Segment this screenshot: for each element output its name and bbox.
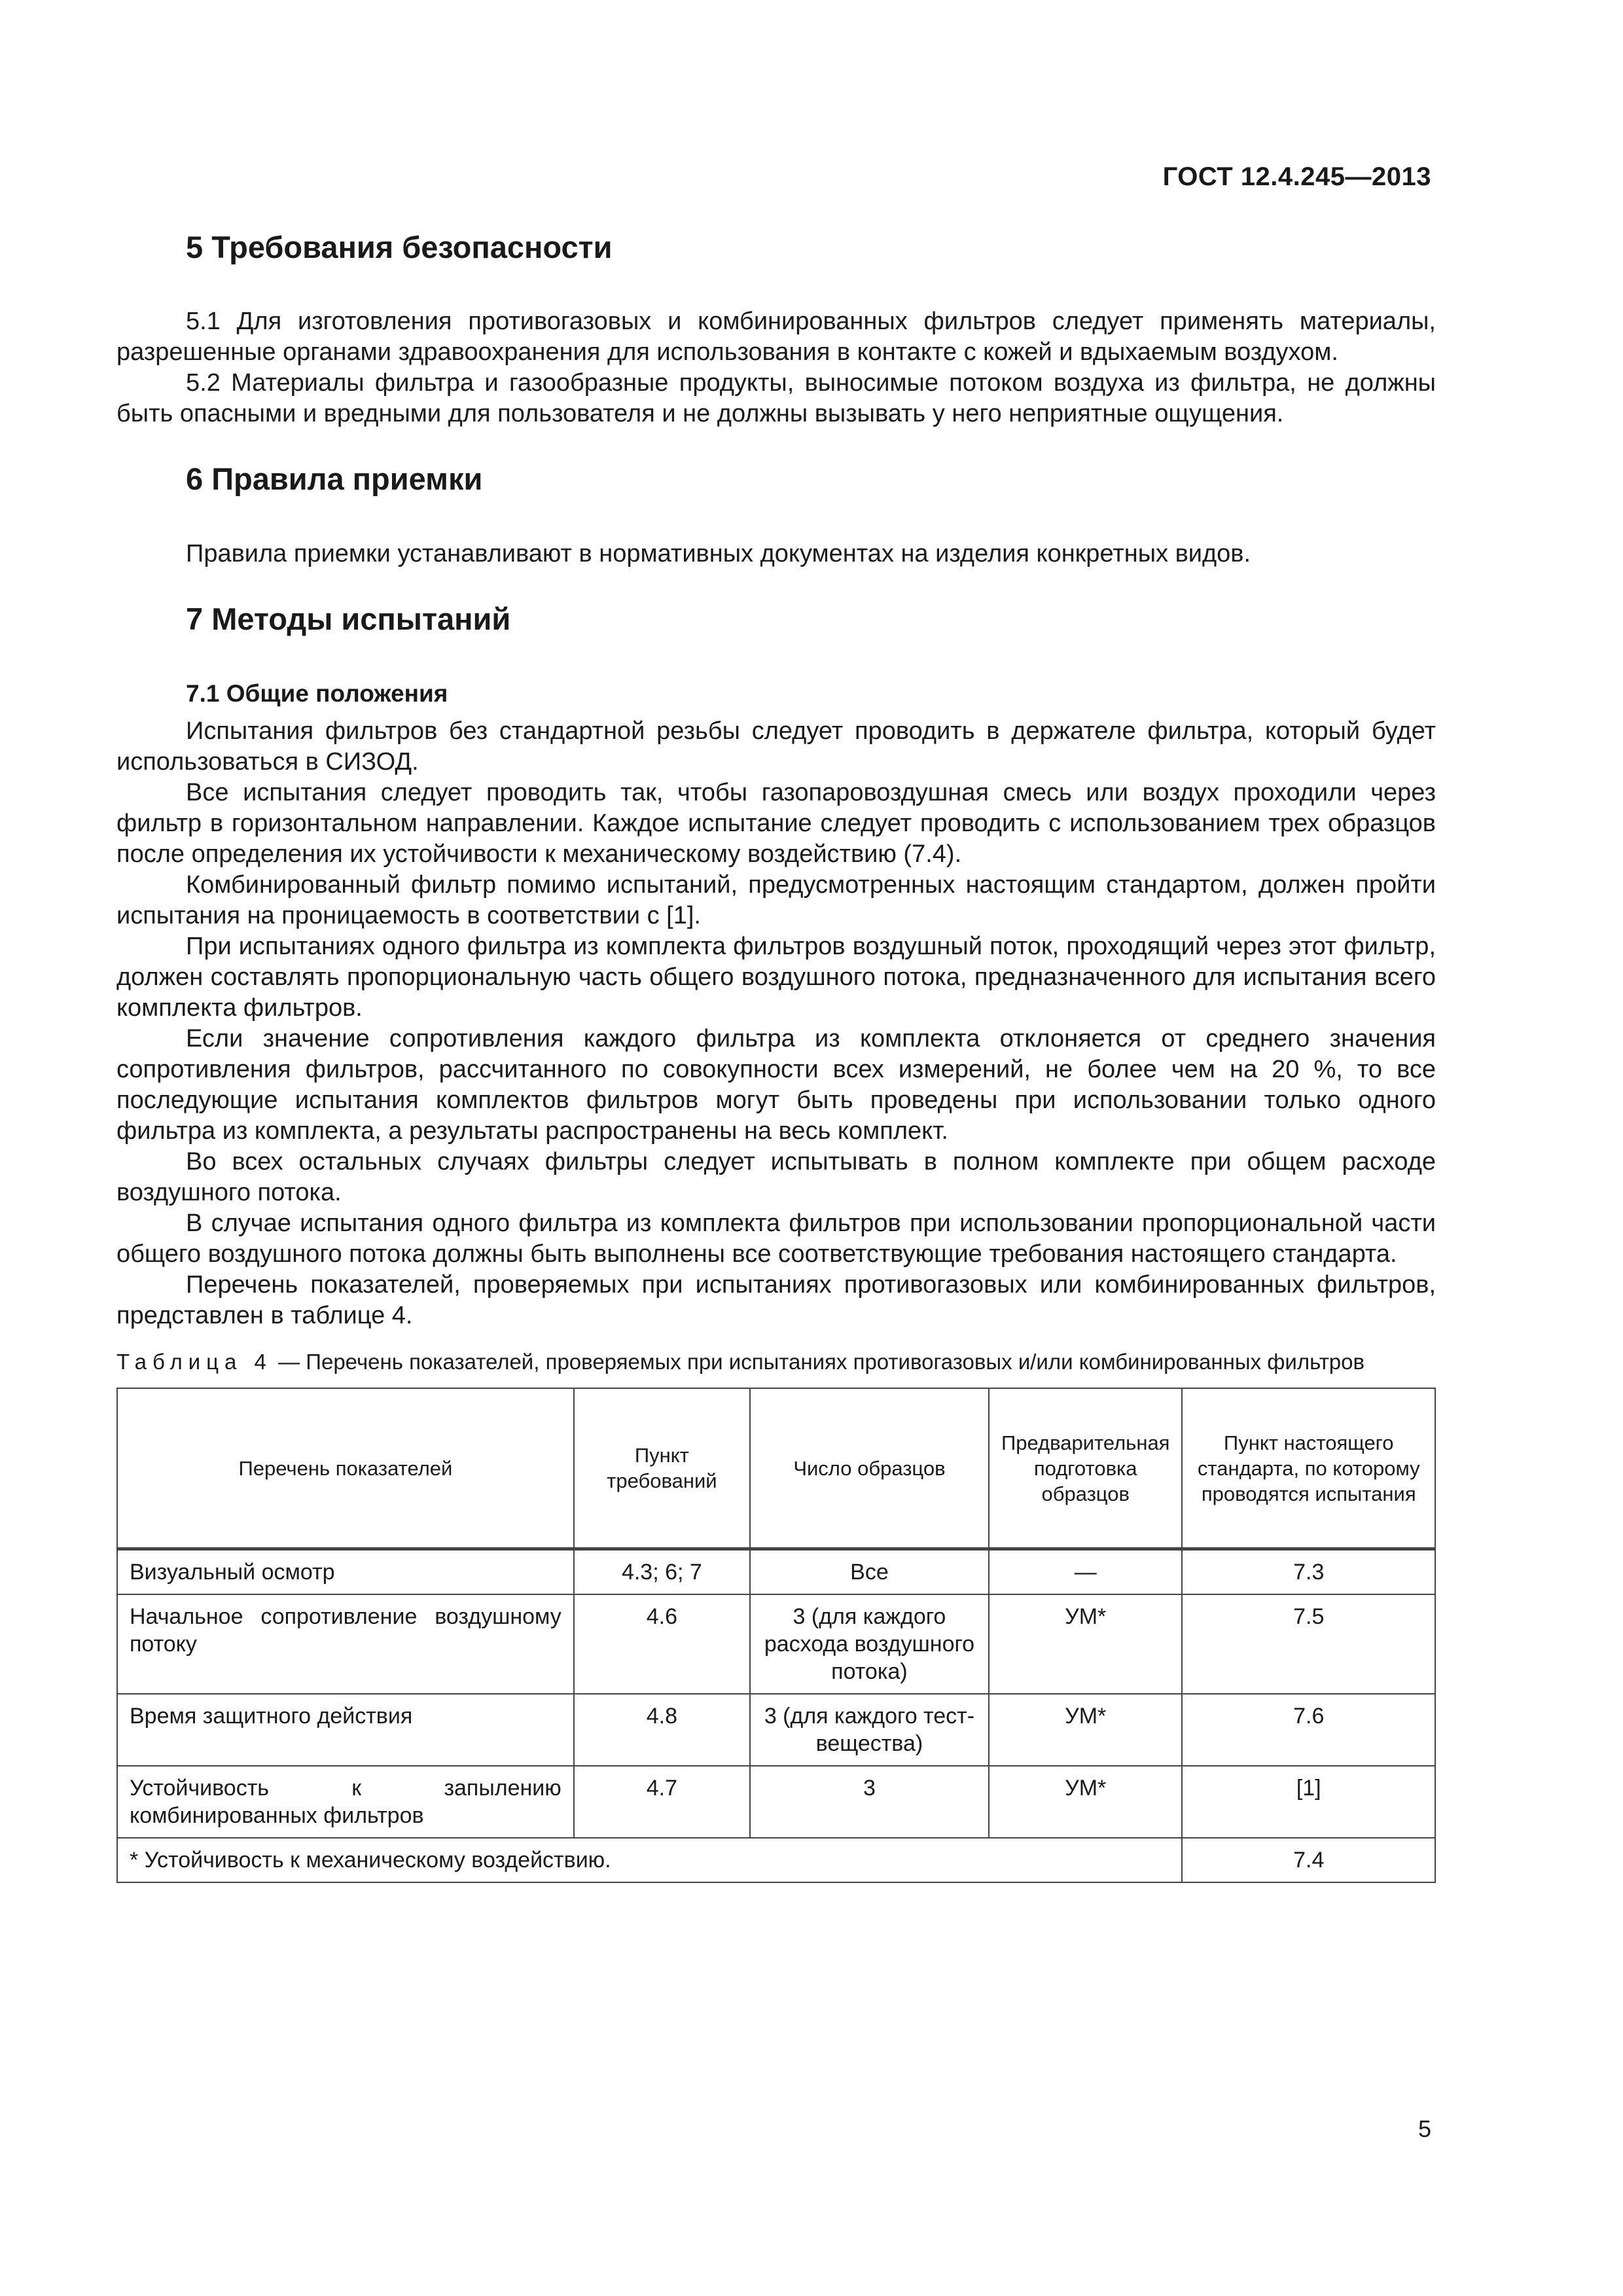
paragraph-7-1-b: Все испытания следует проводить так, чтобы газопаровоздушная смесь или воздух проходили через фильтр в горизонтальном направлении. Каждое испытание следует проводить с использованием трех образцов после определения их устойчивости к механическому воздействию (7.4). — [116, 779, 1436, 869]
cell-indicator: Начальное сопротивление воздушному потоку — [117, 1594, 574, 1694]
section-6 — [116, 461, 1436, 569]
section-7-title: 7 Методы испытаний — [186, 601, 511, 636]
cell-requirement: 4.7 — [574, 1766, 750, 1838]
cell-indicator: Время защитного действия — [117, 1694, 574, 1766]
table-row — [117, 1694, 1435, 1766]
cell-indicator: Визуальный осмотр — [117, 1549, 574, 1595]
paragraph-6-1: Правила приемки устанавливают в нормативных документах на изделия конкретных видов. — [186, 539, 1251, 567]
section-6-title: 6 Правила приемки — [186, 461, 483, 497]
cell-samples: 3 (для каждого тест-вещества) — [750, 1694, 989, 1766]
standard-code: ГОСТ 12.4.245—2013 — [1162, 162, 1431, 191]
cell-samples: 3 — [750, 1766, 989, 1838]
cell-samples: Все — [750, 1549, 989, 1595]
paragraph-7-1-e: Если значение сопротивления каждого фильтра из комплекта отклоняется от среднего значения сопротивления фильтров, рассчитанного по совокупности всех измерений, не более чем на 20 %, то все последующие испытания комплектов фильтров могут быть проведены при использовании только одного фильтра из комплекта, а результаты распространены на весь комплект. — [116, 1025, 1436, 1145]
table-footnote-clause: 7.4 — [1182, 1838, 1435, 1882]
paragraph-7-1-a: Испытания фильтров без стандартной резьбы следует проводить в держателе фильтра, который будет использоваться в СИЗОД. — [116, 717, 1436, 776]
section-7 — [116, 601, 1436, 1331]
cell-test-clause: 7.5 — [1182, 1594, 1435, 1694]
table-4-label: Таблица 4 — [116, 1350, 272, 1374]
paragraph-7-1-g: В случае испытания одного фильтра из комплекта фильтров при использовании пропорциональной части общего воздушного потока должны быть выполнены все соответствующие требования настоящего стандарта. — [116, 1210, 1436, 1268]
cell-requirement: 4.6 — [574, 1594, 750, 1694]
table-4-caption-text: — Перечень показателей, проверяемых при испытаниях противогазовых и/или комбинированных фильтров — [272, 1350, 1365, 1374]
table-row — [117, 1549, 1435, 1595]
subsection-7-1-title: 7.1 Общие положения — [186, 680, 448, 708]
table-footnote-row — [117, 1838, 1435, 1882]
paragraph-5-2: 5.2 Материалы фильтра и газообразные продукты, выносимые потоком воздуха из фильтра, не должны быть опасными и вредными для пользователя и не должны вызывать у него неприятные ощущения. — [116, 369, 1436, 428]
cell-preconditioning: УМ* — [989, 1694, 1183, 1766]
section-5 — [116, 229, 1436, 429]
paragraph-7-1-c: Комбинированный фильтр помимо испытаний, предусмотренных настоящим стандартом, должен пройти испытания на проницаемость в соответствии с [1]. — [116, 871, 1436, 930]
paragraph-7-1-h: Перечень показателей, проверяемых при испытаниях противогазовых или комбинированных фильтров, представлен в таблице 4. — [116, 1271, 1436, 1330]
table-header-row — [117, 1388, 1435, 1549]
cell-test-clause: [1] — [1182, 1766, 1435, 1838]
header-requirement-clause: Пункт требований — [574, 1388, 750, 1549]
cell-test-clause: 7.3 — [1182, 1549, 1435, 1595]
cell-requirement: 4.8 — [574, 1694, 750, 1766]
cell-samples: 3 (для каждого расхода воздушного потока) — [750, 1594, 989, 1694]
paragraph-7-1-d: При испытаниях одного фильтра из комплекта фильтров воздушный поток, проходящий через этот фильтр, должен составлять пропорциональную часть общего воздушного потока, предназначенного для испытания всего комплекта фильтров. — [116, 933, 1436, 1022]
paragraph-5-1: 5.1 Для изготовления противогазовых и комбинированных фильтров следует применять материалы, разрешенные органами здравоохранения для использования в контакте с кожей и вдыхаемым воздухом. — [116, 308, 1436, 367]
header-indicators: Перечень показателей — [117, 1388, 574, 1549]
cell-preconditioning: УМ* — [989, 1594, 1183, 1694]
table-4-caption — [116, 1348, 1436, 1376]
cell-indicator: Устойчивость к запылению комбинированных фильтров — [117, 1766, 574, 1838]
header-test-clause: Пункт настоящего стандарта, по которому проводятся испытания — [1182, 1388, 1435, 1549]
section-5-title: 5 Требования безопасности — [186, 230, 613, 264]
table-footnote: * Устойчивость к механическому воздействию. — [117, 1838, 1182, 1882]
page-number: 5 — [1418, 2115, 1431, 2142]
cell-preconditioning: — — [989, 1549, 1183, 1595]
page-content — [116, 229, 1436, 1883]
cell-preconditioning: УМ* — [989, 1766, 1183, 1838]
paragraph-7-1-f: Во всех остальных случаях фильтры следует испытывать в полном комплекте при общем расходе воздушного потока. — [116, 1148, 1436, 1207]
table-row — [117, 1594, 1435, 1694]
table-4 — [116, 1388, 1436, 1883]
header-sample-count: Число образцов — [750, 1388, 989, 1549]
cell-requirement: 4.3; 6; 7 — [574, 1549, 750, 1595]
table-row — [117, 1766, 1435, 1838]
header-preconditioning: Предварительная подготовка образцов — [989, 1388, 1183, 1549]
cell-test-clause: 7.6 — [1182, 1694, 1435, 1766]
